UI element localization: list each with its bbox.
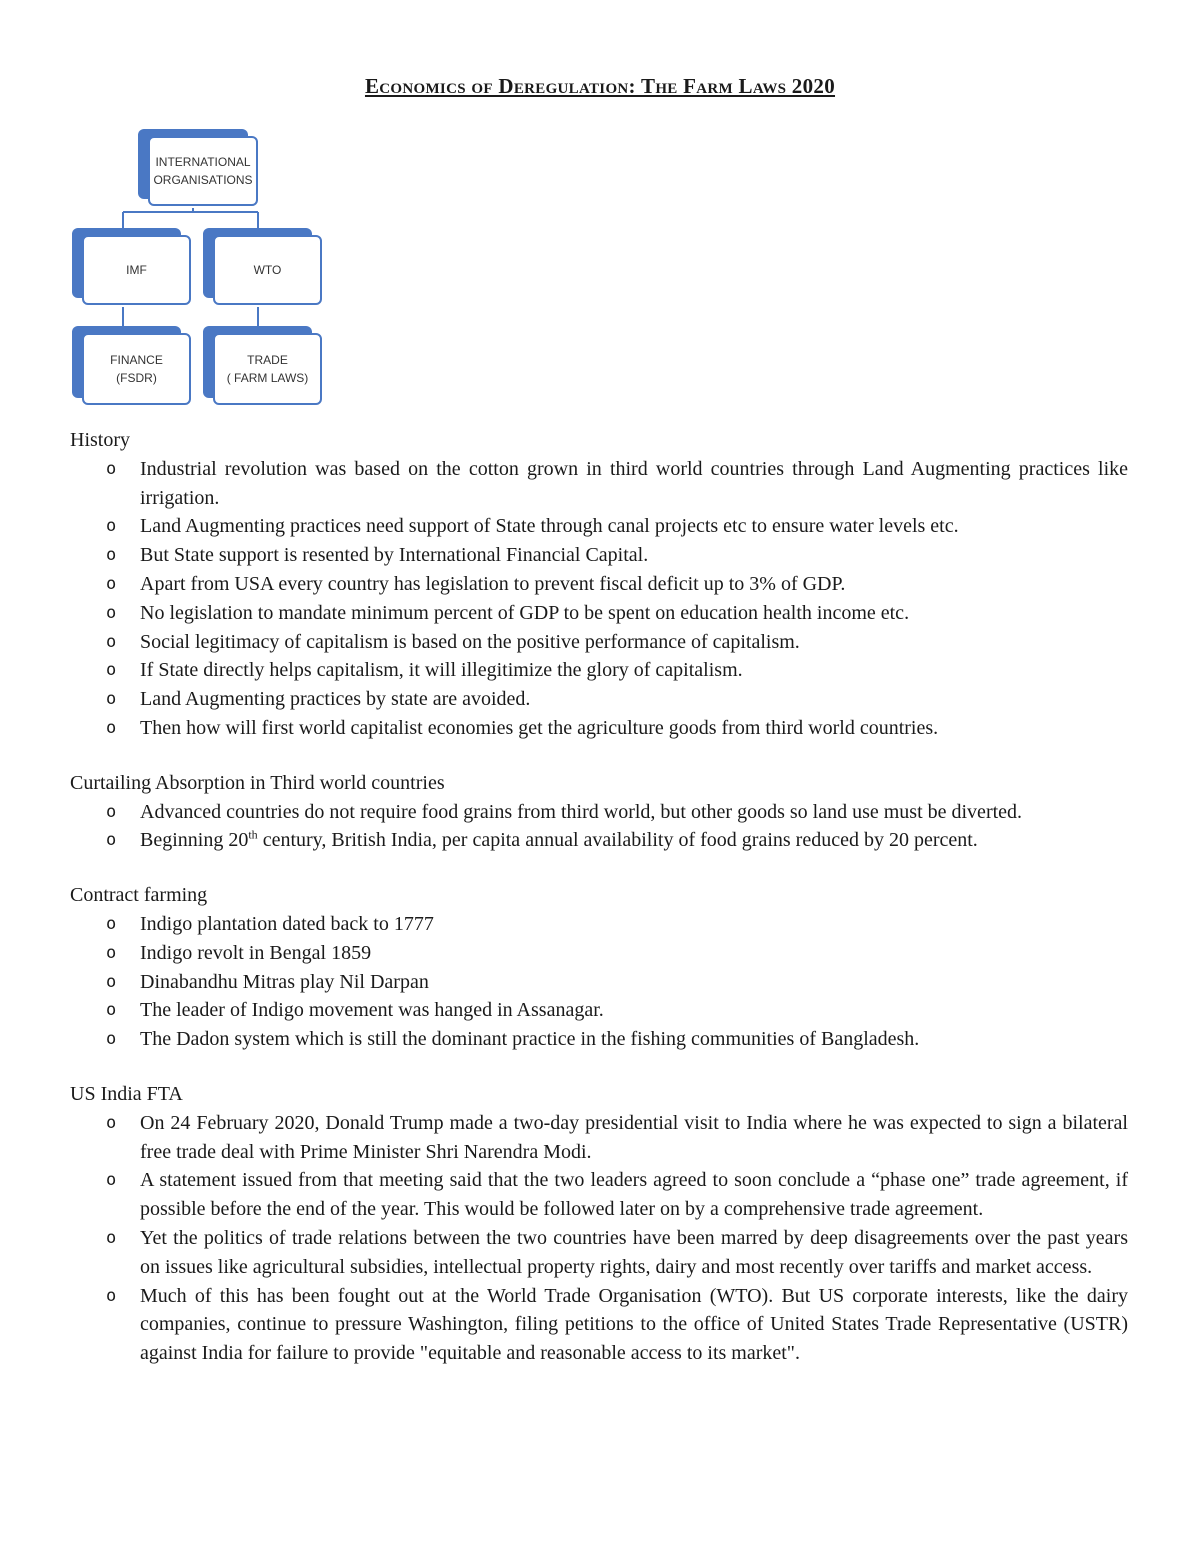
document-body xyxy=(70,426,1128,1394)
list-item: o On 24 February 2020, Donald Trump made a two-day presidential visit to India where he was expected to sign a bilateral free trade deal with Prime Minister Shri Narendra Modi. xyxy=(70,1109,1128,1167)
bullet-marker: o xyxy=(106,631,117,652)
bullet-marker: o xyxy=(106,942,117,963)
section-heading-history: History xyxy=(70,429,130,451)
contract-list xyxy=(70,910,1128,1054)
bullet-marker: o xyxy=(106,689,117,710)
section-heading-contract: Contract farming xyxy=(70,884,208,907)
absorption-list xyxy=(70,798,1128,856)
bullet-marker: o xyxy=(106,1029,117,1050)
list-item: o Apart from USA every country has legislation to prevent fiscal deficit up to 3% of GDP. xyxy=(70,570,1128,599)
node-finance: FINANCE (FSDR) xyxy=(82,333,191,405)
list-item: o Industrial revolution was based on the cotton grown in third world countries through Land Augmenting practices like irrigation. xyxy=(70,455,1128,513)
list-item: o Social legitimacy of capitalism is based on the positive performance of capitalism. xyxy=(70,628,1128,657)
section-history xyxy=(70,426,1128,743)
bullet-marker: o xyxy=(106,913,117,934)
history-list xyxy=(70,455,1128,743)
section-contract-farming xyxy=(70,881,1128,1054)
list-item: o The Dadon system which is still the dominant practice in the fishing communities of Bangladesh. xyxy=(70,1025,1128,1054)
bullet-marker: o xyxy=(106,1285,117,1306)
bullet-marker: o xyxy=(106,801,117,822)
list-item: o Land Augmenting practices by state are avoided. xyxy=(70,685,1128,714)
list-item: o Indigo revolt in Bengal 1859 xyxy=(70,939,1128,968)
list-item: o Much of this has been fought out at the World Trade Organisation (WTO). But US corporate interests, like the dairy companies, continue to pressure Washington, filing petitions to the office of United States Trade Representative (USTR) against India for failure to provide "equitable and reasonable access to its market". xyxy=(70,1282,1128,1368)
section-us-india-fta xyxy=(70,1080,1128,1368)
list-item: o Dinabandhu Mitras play Nil Darpan xyxy=(70,968,1128,997)
list-item: o Land Augmenting practices need support of State through canal projects etc to ensure water levels etc. xyxy=(70,512,1128,541)
superscript: th xyxy=(248,827,258,842)
list-item: o Indigo plantation dated back to 1777 xyxy=(70,910,1128,939)
bullet-marker: o xyxy=(106,830,117,851)
list-item: o Yet the politics of trade relations between the two countries have been marred by deep disagreements over the past years on issues like agricultural subsidies, intellectual property rights, dairy and most recently over tariffs and market access. xyxy=(70,1224,1128,1282)
list-item: o No legislation to mandate minimum percent of GDP to be spent on education health income etc. xyxy=(70,599,1128,628)
bullet-marker: o xyxy=(106,971,117,992)
list-item: o But State support is resented by International Financial Capital. xyxy=(70,541,1128,570)
list-item: o A statement issued from that meeting said that the two leaders agreed to soon conclude a “phase one” trade agreement, if possible before the end of the year. This would be followed later on by a comprehensive trade agreement. xyxy=(70,1166,1128,1224)
list-item: o Advanced countries do not require food grains from third world, but other goods so land use must be diverted. xyxy=(70,798,1128,827)
node-imf: IMF xyxy=(82,235,191,305)
bullet-marker: o xyxy=(106,545,117,566)
org-chart-diagram xyxy=(60,120,350,420)
node-international-organisations: INTERNATIONAL ORGANISATIONS xyxy=(148,136,258,206)
bullet-marker: o xyxy=(106,1170,117,1191)
bullet-marker: o xyxy=(106,1112,117,1133)
bullet-marker: o xyxy=(106,573,117,594)
fta-list xyxy=(70,1109,1128,1368)
list-item: o Then how will first world capitalist economies get the agriculture goods from third world countries. xyxy=(70,714,1128,743)
node-trade: TRADE ( FARM LAWS) xyxy=(213,333,322,405)
list-item: o If State directly helps capitalism, it will illegitimize the glory of capitalism. xyxy=(70,656,1128,685)
bullet-marker: o xyxy=(106,1000,117,1021)
bullet-marker: o xyxy=(106,660,117,681)
page-title: Economics of Deregulation: The Farm Laws 2020 xyxy=(364,74,836,98)
bullet-marker: o xyxy=(106,516,117,537)
node-wto: WTO xyxy=(213,235,322,305)
section-heading-fta: US India FTA xyxy=(70,1082,183,1105)
list-item: o Beginning 20th century, British India, per capita annual availability of food grains reduced by 20 percent. xyxy=(70,826,1128,855)
list-item: o The leader of Indigo movement was hanged in Assanagar. xyxy=(70,996,1128,1025)
bullet-marker: o xyxy=(106,602,117,623)
bullet-marker: o xyxy=(106,458,117,479)
section-curtailing-absorption xyxy=(70,769,1128,855)
bullet-marker: o xyxy=(106,1227,117,1248)
section-heading-absorption: Curtailing Absorption in Third world countries xyxy=(70,771,445,794)
bullet-marker: o xyxy=(106,717,117,738)
